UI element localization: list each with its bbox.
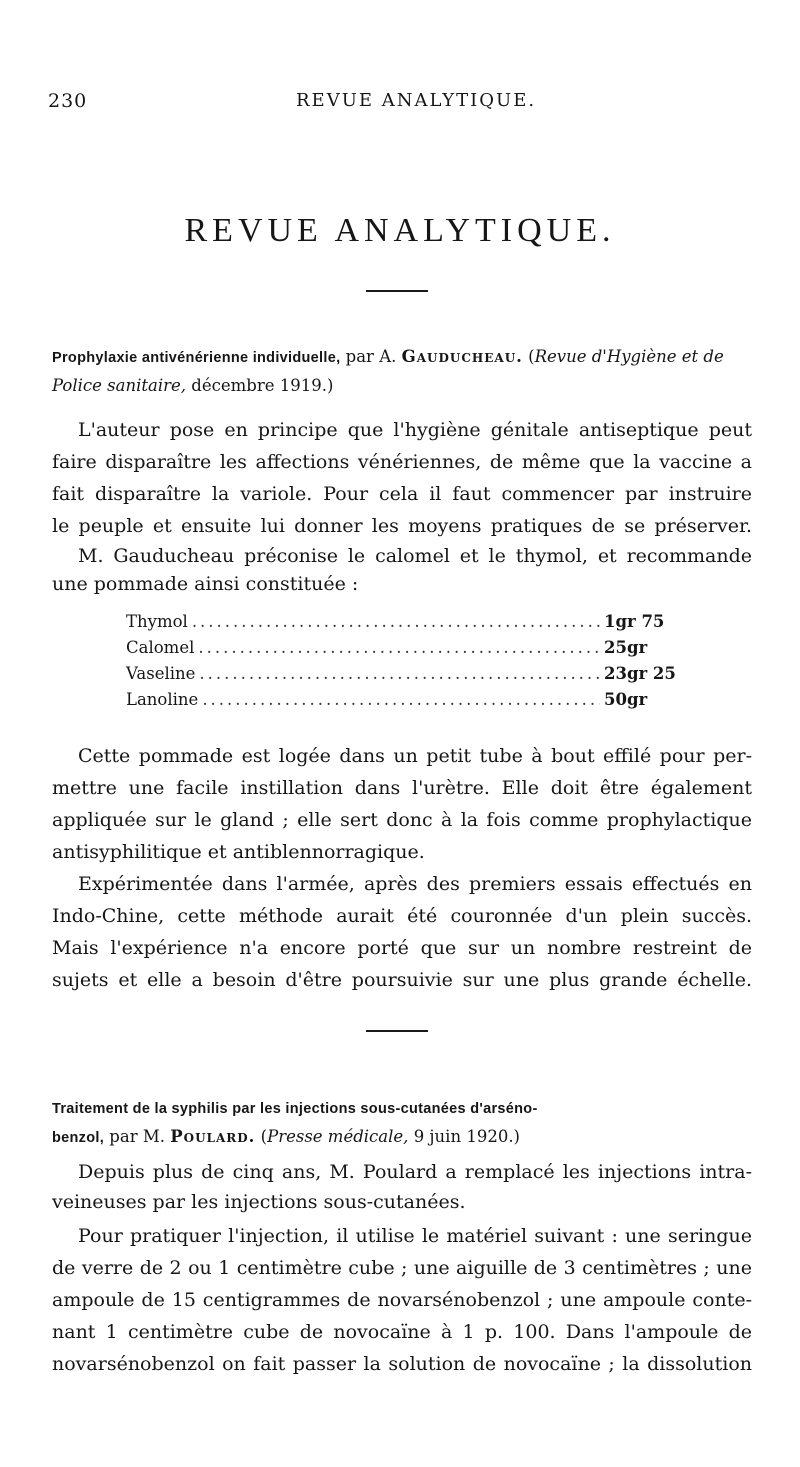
recipe-row [126,690,696,714]
article2-author: Poulard. [170,1127,256,1146]
article1-p3-line: appliquée sur le gland ; elle sert donc à la fois comme prophylactique [52,809,752,831]
article1-p2-line: M. Gauducheau préconise le calomel et le thymol, et recommande [78,545,752,567]
article1-p1-line: L'auteur pose en principe que l'hygiène génitale antiseptique peut [78,419,752,441]
article2-p2-line: ampoule de 15 centigrammes de novarsénobenzol ; une ampoule conte- [52,1289,752,1311]
recipe-list [126,612,696,722]
article2-source: Presse médicale, [267,1127,409,1146]
article2-title-line1: Traitement de la syphilis par les injections sous-cutanées d'arséno- [52,1101,538,1117]
article2-source-date: 9 juin 1920.) [413,1127,520,1146]
recipe-row [126,612,696,636]
article-divider [366,1030,428,1032]
article1-p3-line: antisyphilitique et antiblennorragique. [52,841,425,863]
article1-author: Gauducheau. [401,347,523,366]
recipe-quantity: 25gr [604,638,648,657]
article1-p4-line: Expérimentée dans l'armée, après des premiers essais effectués en [78,873,752,895]
article1-p3-line: mettre une facile instillation dans l'urètre. Elle doit être également [52,777,752,799]
article1-p1-line: fait disparaître la variole. Pour cela il faut commencer par instruire [52,483,752,505]
leader-dots [199,664,600,683]
running-title: REVUE ANALYTIQUE. [296,90,537,111]
article1-source-open: ( [528,347,535,366]
recipe-quantity: 23gr 25 [604,664,676,683]
recipe-row [126,664,696,688]
article2-heading [52,1094,764,1152]
article1-source-date: décembre 1919.) [191,376,334,395]
article1-p2-line: une pommade ainsi constituée : [52,573,359,595]
article2-source-open: ( [260,1127,268,1146]
article1-title: Prophylaxie antivénérienne individuelle, [52,350,341,366]
article2-by: par M. [109,1127,165,1146]
article2-p1-line: veineuses par les injections sous-cutanées. [52,1191,466,1213]
section-divider [366,290,428,292]
article2-p2-line: novarsénobenzol on fait passer la solution de novocaïne ; la dissolution [52,1353,752,1375]
recipe-ingredient: Vaseline [126,664,196,683]
article1-p4-line: Indo-Chine, cette méthode aurait été couronnée d'un plein succès. [52,905,752,927]
recipe-quantity: 1gr 75 [604,612,665,631]
recipe-row [126,638,696,662]
article1-source: Revue d'Hygiène et de Police sanitaire, [52,347,724,395]
article1-p4-line: Mais l'expérience n'a encore porté que sur un nombre restreint de [52,937,752,959]
article1-by: par A. [345,347,397,366]
article2-p2-line: Pour pratiquer l'injection, il utilise le matériel suivant : une seringue [78,1225,752,1247]
article1-heading [52,343,764,399]
article1-p4-line: sujets et elle a besoin d'être poursuivie sur une plus grande échelle. [52,969,752,991]
article1-p1-line: faire disparaître les affections vénériennes, de même que la vaccine a [52,451,752,473]
article2-p1-line: Depuis plus de cinq ans, M. Poulard a remplacé les injections intra- [78,1161,752,1183]
section-title: REVUE ANALYTIQUE. [184,212,616,249]
leader-dots [198,638,600,657]
leader-dots [202,690,600,709]
recipe-ingredient: Lanoline [126,690,199,709]
article2-title-line2: benzol, [52,1130,105,1146]
recipe-ingredient: Calomel [126,638,195,657]
leader-dots [192,612,600,631]
recipe-quantity: 50gr [604,690,648,709]
recipe-ingredient: Thymol [126,612,188,631]
article1-p1-line: le peuple et ensuite lui donner les moyens pratiques de se préserver. [52,515,752,537]
article1-p3-line: Cette pommade est logée dans un petit tube à bout effilé pour per- [78,745,752,767]
article2-p2-line: de verre de 2 ou 1 centimètre cube ; une aiguille de 3 centimètres ; une [52,1257,752,1279]
page-number: 230 [48,90,88,112]
article2-p2-line: nant 1 centimètre cube de novocaïne à 1 p. 100. Dans l'ampoule de [52,1321,752,1343]
